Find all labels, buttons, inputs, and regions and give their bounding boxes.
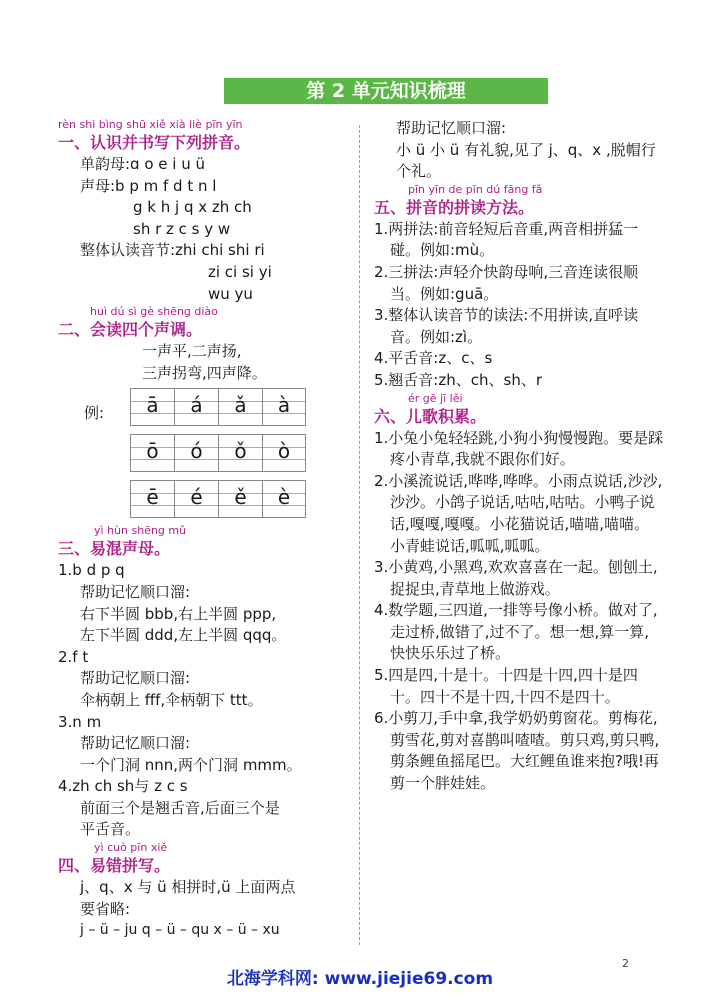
section3-title: 三、易混声母。	[58, 539, 171, 559]
section5-title: 五、拼音的拼读方法。	[374, 197, 535, 217]
section2-pinyin: huì dú sì gè shēng diào	[90, 305, 218, 319]
footer-watermark: 北海学科网: www.jiejie69.com	[226, 969, 494, 989]
unit-title: 第 2 单元知识梳理	[224, 78, 548, 104]
section1-line: zi ci si yi	[208, 262, 272, 281]
section1-line: 整体认读音节:zhi chi shi ri	[80, 241, 265, 260]
section3-line: 帮助记忆顺口溜:	[80, 582, 191, 601]
rhyme-item: 5.四是四,十是十。十四是十四,四十是四十。四十不是十四,十四不是四十。	[374, 666, 638, 706]
tone-cell: ā	[130, 388, 174, 426]
section3-line: 左下半圆 ddd,左上半圆 qqq。	[80, 626, 287, 645]
column-divider	[359, 125, 360, 945]
section1-title: 一、认识并书写下列拼音。	[58, 133, 251, 152]
tone-cell: ǒ	[218, 434, 262, 472]
page-number: 2	[622, 957, 629, 970]
example-label: 例:	[84, 404, 105, 423]
tone-row-a	[130, 388, 306, 426]
section6-pinyin: ér gē jī lěi	[408, 391, 463, 405]
section2-title: 二、会读四个声调。	[58, 320, 203, 340]
right-column	[374, 118, 664, 795]
tone-cell: ē	[130, 480, 174, 518]
tone-cell: ě	[218, 480, 262, 518]
section5-item: 2.三拼法:声轻介快韵母响,三音连读很顺当。例如:guā。	[374, 262, 639, 303]
section1-line: 单韵母:ɑ o e i u ü	[80, 155, 206, 173]
section4-line: 要省略:	[80, 899, 131, 918]
section5-item: 5.翘舌音:zh、ch、sh、r	[374, 370, 542, 389]
section3-line: 帮助记忆顺口溜:	[80, 734, 191, 753]
tone-cell: è	[262, 480, 306, 518]
section5-item: 4.平舌音:z、c、s	[374, 349, 493, 368]
tone-cell: á	[174, 388, 218, 426]
section3-line: 2.f t	[58, 647, 89, 666]
tone-cell: à	[262, 388, 306, 426]
left-column	[58, 118, 348, 942]
section1-line: wu yu	[208, 284, 253, 303]
section3-line: 4.zh ch sh与 z c s	[58, 777, 188, 796]
section3-line: 1.b d p q	[58, 561, 125, 580]
rhyme-item: 6.小剪刀,手中拿,我学奶奶剪窗花。剪梅花,剪雪花,剪对喜鹊叫喳喳。剪只鸡,剪只鸭,剪条鲤鱼摇尾巴。大红鲤鱼谁来抱?哦!再剪一个胖娃娃。	[374, 709, 660, 793]
section2-line: 一声平,二声扬,	[142, 342, 242, 361]
rhyme-item: 2.小溪流说话,哗哗,哗哗。小雨点说话,沙沙,沙沙。小鸽子说话,咕咕,咕咕。小鸭子说话,嘎嘎,嘎嘎。小花猫说话,喵喵,喵喵。小青蛙说话,呱呱,呱呱。	[374, 471, 663, 555]
section6-title: 六、儿歌积累。	[374, 406, 487, 426]
tone-cell: ò	[262, 434, 306, 472]
mnemonic-title: 帮助记忆顺口溜:	[396, 119, 507, 137]
tone-grid	[58, 388, 348, 520]
section3-pinyin: yì hùn shēng mǔ	[94, 524, 187, 538]
mnemonic-text: 小 ü 小 ü 有礼貌,见了 j、q、x ,脱帽行个礼。	[396, 140, 656, 181]
tone-cell: é	[174, 480, 218, 518]
section3-line: 帮助记忆顺口溜:	[80, 669, 191, 688]
tone-cell: ó	[174, 434, 218, 472]
section4-line: j、q、x 与 ü 相拼时,ü 上面两点	[80, 878, 296, 897]
section4-title: 四、易错拼写。	[58, 856, 171, 876]
section3-line: 伞柄朝上 fff,伞柄朝下 ttt。	[80, 690, 263, 709]
section1-line: g k h j q x zh ch	[133, 198, 252, 217]
section5-item: 3.整体认读音节的读法:不用拼读,直呼读音。例如:zì。	[374, 306, 639, 346]
section2-line: 三声拐弯,四声降。	[142, 363, 267, 382]
section3-line: 前面三个是翘舌音,后面三个是	[80, 798, 280, 817]
section4-line: j – ü – ju q – ü – qu x – ü – xu	[80, 922, 280, 939]
section1-line: sh r z c s y w	[133, 219, 231, 238]
section3-line: 3.n m	[58, 712, 102, 731]
rhyme-item: 1.小兔小兔轻轻跳,小狗小狗慢慢跑。要是踩疼小青草,我就不跟你们好。	[374, 428, 664, 469]
section5-item: 1.两拼法:前音轻短后音重,两音相拼猛一碰。例如:mù。	[374, 219, 639, 260]
tone-cell: ǎ	[218, 388, 262, 426]
section3-line: 平舌音。	[80, 820, 141, 839]
tone-row-e	[130, 480, 306, 518]
tone-cell: ō	[130, 434, 174, 472]
rhyme-item: 3.小黄鸡,小黑鸡,欢欢喜喜在一起。刨刨土,捉捉虫,青草地上做游戏。	[374, 558, 658, 598]
tone-row-o	[130, 434, 306, 472]
section3-line: 一个门洞 nnn,两个门洞 mmm。	[80, 755, 302, 774]
section1-line: 声母:b p m f d t n l	[80, 176, 217, 195]
section5-pinyin: pīn yīn de pīn dú fāng fǎ	[408, 182, 543, 196]
section4-pinyin: yì cuò pīn xiě	[94, 841, 168, 855]
rhyme-item: 4.数学题,三四道,一排等号像小桥。做对了,走过桥,做错了,过不了。想一想,算一算,快快乐乐过了桥。	[374, 601, 658, 663]
section3-line: 右下半圆 bbb,右上半圆 ppp,	[80, 604, 277, 623]
section1-pinyin: rèn shi bìng shū xiě xià liè pīn yīn	[58, 118, 243, 131]
